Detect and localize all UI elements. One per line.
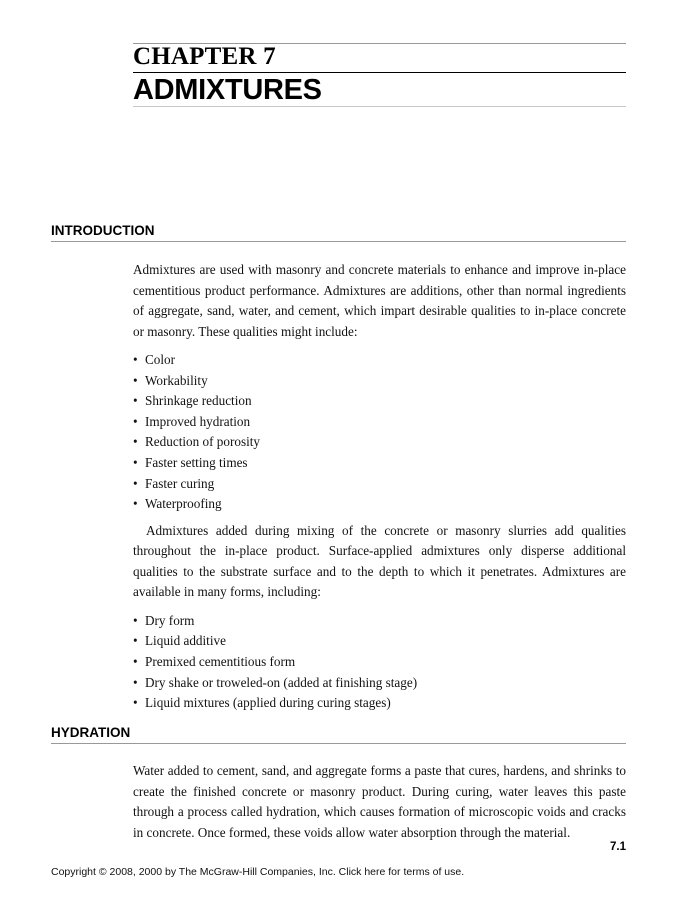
chapter-title: ADMIXTURES xyxy=(133,74,322,106)
forms-list xyxy=(133,611,626,714)
list-item: • Dry form xyxy=(133,611,626,632)
introduction-paragraph-2: Admixtures added during mixing of the concrete or masonry slurries add qualities throughout the in-place product. Surface-applied admixtures only disperse additional qualities to the substrate surface and to the depth to which it penetrates. Admixtures are available in many forms, including: xyxy=(133,522,626,600)
list-item: • Dry shake or troweled-on (added at finishing stage) xyxy=(133,673,626,694)
copyright-notice xyxy=(51,866,464,878)
list-item: • Liquid additive xyxy=(133,631,626,652)
list-item: • Faster curing xyxy=(133,474,626,495)
list-item: • Workability xyxy=(133,371,626,392)
list-item: • Improved hydration xyxy=(133,412,626,433)
introduction-body xyxy=(133,260,626,714)
list-item: • Waterproofing xyxy=(133,494,626,515)
list-item: • Premixed cementitious form xyxy=(133,652,626,673)
list-item: • Reduction of porosity xyxy=(133,432,626,453)
introduction-heading-rule xyxy=(51,241,626,242)
section-heading-hydration: HYDRATION xyxy=(51,725,131,740)
chapter-label: CHAPTER 7 xyxy=(133,43,276,70)
list-item: • Faster setting times xyxy=(133,453,626,474)
section-heading-introduction: INTRODUCTION xyxy=(51,223,155,238)
introduction-paragraph-1: Admixtures are used with masonry and concrete materials to enhance and improve in-place cementitious product performance. Admixtures are additions, other than normal ingredients of aggregate, sand, water, and cement, which impart desirable qualities to in-place concrete or masonry. These qualities might include: xyxy=(133,262,626,339)
hydration-paragraph-1: Water added to cement, sand, and aggregate forms a paste that cures, hardens, and shrinks to create the finished concrete or masonry product. During curing, water leaves this paste through a process called hydration, which causes formation of microscopic voids and cracks in concrete. Once formed, these voids allow water absorption through the material. xyxy=(133,763,626,840)
hydration-body xyxy=(133,761,626,843)
page-number: 7.1 xyxy=(610,841,626,853)
qualities-list xyxy=(133,350,626,515)
list-item: • Shrinkage reduction xyxy=(133,391,626,412)
terms-of-use-link[interactable]: Click here for terms of use. xyxy=(338,866,465,878)
list-item: • Color xyxy=(133,350,626,371)
chapter-bottom-rule xyxy=(133,106,626,107)
copyright-text: Copyright © 2008, 2000 by The McGraw-Hill Companies, Inc. xyxy=(51,866,339,878)
hydration-heading-rule xyxy=(51,743,626,744)
list-item: • Liquid mixtures (applied during curing stages) xyxy=(133,693,626,714)
